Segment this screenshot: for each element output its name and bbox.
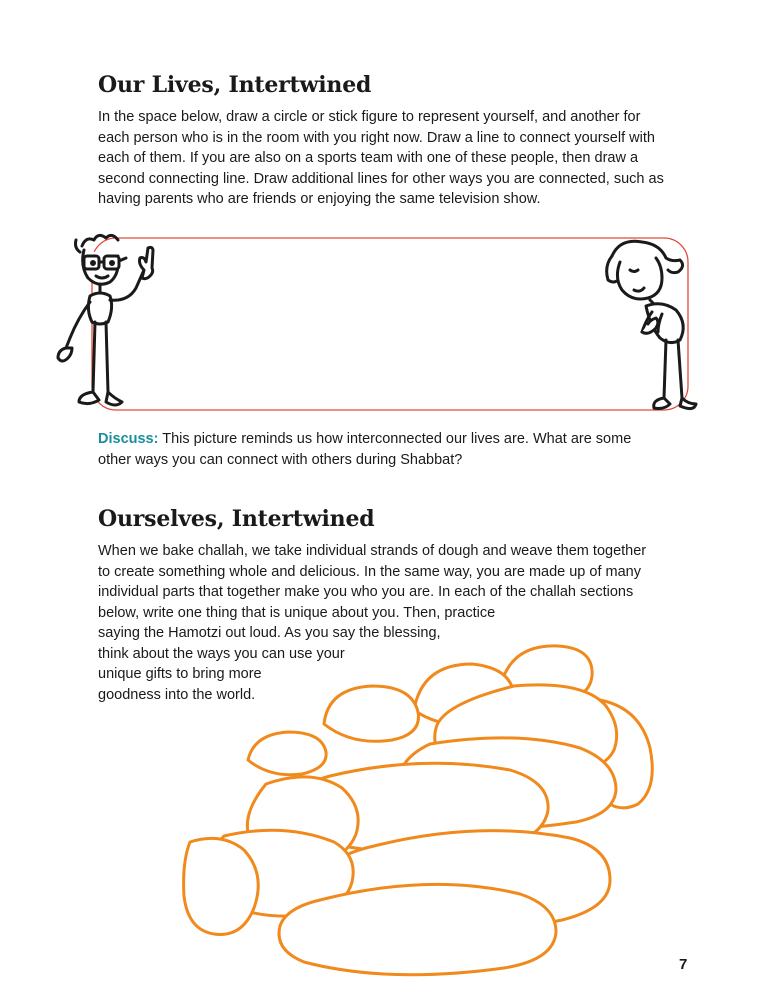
text-line: individual parts that together make you who you are. In each of the challah sections <box>98 584 634 600</box>
challah-section[interactable] <box>247 777 358 864</box>
text-line: goodness into the world. <box>98 686 256 703</box>
text-line: In the space below, draw a circle or stick figure to represent yourself, and another for <box>98 109 641 125</box>
challah-section[interactable] <box>184 838 259 934</box>
challah-section[interactable] <box>398 738 616 829</box>
challah-section[interactable] <box>290 763 549 852</box>
text-line: unique gifts to bring more <box>98 666 262 682</box>
text-line <box>98 429 631 450</box>
text-line: saying the Hamotzi out loud. As you say the blessing, <box>98 625 441 641</box>
section-heading-lives: Our Lives, Intertwined <box>98 72 372 98</box>
discuss-text: This picture reminds us how interconnected our lives are. What are some <box>158 431 632 447</box>
discuss-label: Discuss: <box>98 431 159 447</box>
text-line: other ways you can connect with others during Shabbat? <box>98 451 463 468</box>
challah-section[interactable] <box>204 830 353 916</box>
text-line: think about the ways you can use your <box>98 645 345 662</box>
instructions-lives <box>98 107 664 210</box>
instructions-ourselves <box>98 541 646 705</box>
challah-section[interactable] <box>248 732 326 775</box>
text-line: second connecting line. Draw additional lines for other ways you are connected, such as <box>98 170 664 187</box>
section-heading-ourselves: Ourselves, Intertwined <box>98 506 375 532</box>
page-number: 7 <box>679 956 688 973</box>
challah-section[interactable] <box>279 884 556 974</box>
challah-section[interactable] <box>590 700 653 808</box>
text-line: having parents who are friends or enjoying the same television show. <box>98 191 541 207</box>
text-line: each person who is in the room with you right now. Draw a line to connect yourself with <box>98 129 655 146</box>
text-line: each of them. If you are also on a sports team with one of these people, then draw a <box>98 150 639 166</box>
stick-figure-girl-leaning-icon <box>607 241 696 408</box>
stick-figure-boy-with-glasses-icon <box>58 235 153 405</box>
text-line: below, write one thing that is unique about you. Then, practice <box>98 604 496 621</box>
drawing-frame[interactable] <box>92 238 688 410</box>
text-line: When we bake challah, we take individual strands of dough and weave them together <box>98 543 647 559</box>
challah-section[interactable] <box>326 831 610 931</box>
text-line: to create something whole and delicious. In the same way, you are made up of many <box>98 563 641 580</box>
discuss-prompt <box>98 429 631 470</box>
